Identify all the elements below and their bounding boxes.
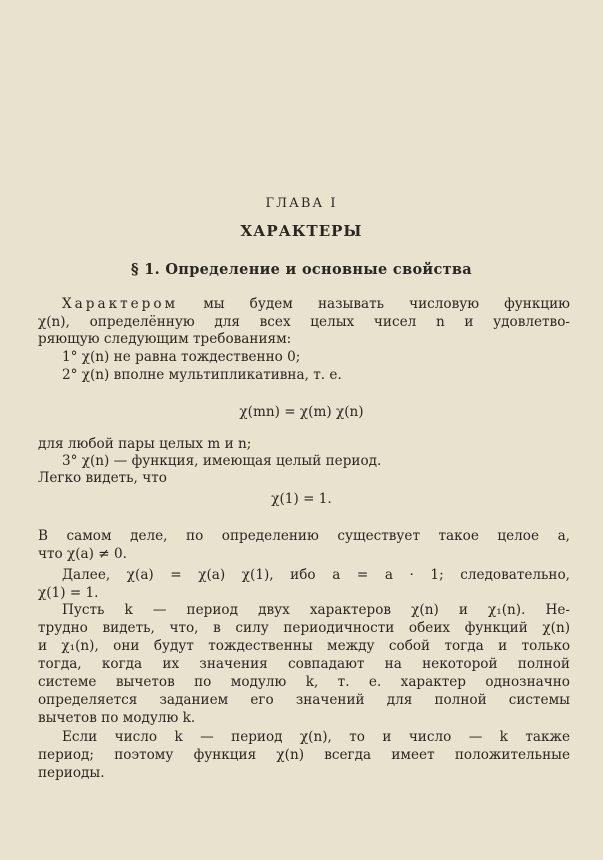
paragraph-line: Пусть k — период двух характеров χ(n) и χ₁(n). Не- bbox=[62, 602, 570, 618]
formula: χ(1) = 1. bbox=[271, 491, 332, 507]
formula: χ(mn) = χ(m) χ(n) bbox=[239, 404, 364, 420]
paragraph-line: χ(n), определённую для всех целых чисел n и удовлетво- bbox=[38, 314, 570, 330]
requirement-3: 3° χ(n) — функция, имеющая целый период. bbox=[62, 453, 382, 469]
paragraph-line: период; поэтому функция χ(n) всегда имеет положительные bbox=[38, 747, 570, 763]
paragraph-line: и χ₁(n), они будут тождественны между собой тогда и только bbox=[38, 638, 570, 654]
text-span: мы будем называть числовую функцию bbox=[178, 296, 570, 312]
paragraph-line: периоды. bbox=[38, 765, 105, 781]
chapter-heading: ГЛАВА I bbox=[265, 196, 338, 211]
paragraph-line: Легко видеть, что bbox=[38, 470, 167, 486]
paragraph-line: χ(1) = 1. bbox=[38, 585, 99, 601]
chapter-title: ХАРАКТЕРЫ bbox=[240, 222, 363, 240]
requirement-1: 1° χ(n) не равна тождественно 0; bbox=[62, 349, 301, 365]
paragraph-line: для любой пары целых m и n; bbox=[38, 436, 252, 452]
paragraph-line: тогда, когда их значения совпадают на некоторой полной bbox=[38, 656, 570, 672]
paragraph-line: Далее, χ(a) = χ(a) χ(1), ибо a = a · 1; следовательно, bbox=[62, 567, 570, 583]
requirement-2: 2° χ(n) вполне мультипликативна, т. е. bbox=[62, 367, 342, 383]
paragraph-line: ряющую следующим требованиям: bbox=[38, 331, 292, 347]
term-emphasis: Характером bbox=[62, 296, 179, 312]
section-heading: § 1. Определение и основные свойства bbox=[131, 261, 472, 278]
paragraph-line: вычетов по модулю k. bbox=[38, 710, 196, 726]
paragraph-line: системе вычетов по модулю k, т. е. характер однозначно bbox=[38, 674, 570, 690]
paragraph-line: Если число k — период χ(n), то и число — k также bbox=[62, 729, 570, 745]
paragraph-line: В самом деле, по определению существует такое целое a, bbox=[38, 528, 570, 544]
paragraph-line bbox=[62, 295, 570, 313]
paragraph-line: трудно видеть, что, в силу периодичности обеих функций χ(n) bbox=[38, 620, 570, 636]
paragraph-line: что χ(a) ≠ 0. bbox=[38, 546, 127, 562]
paragraph-line: определяется заданием его значений для полной системы bbox=[38, 692, 570, 708]
